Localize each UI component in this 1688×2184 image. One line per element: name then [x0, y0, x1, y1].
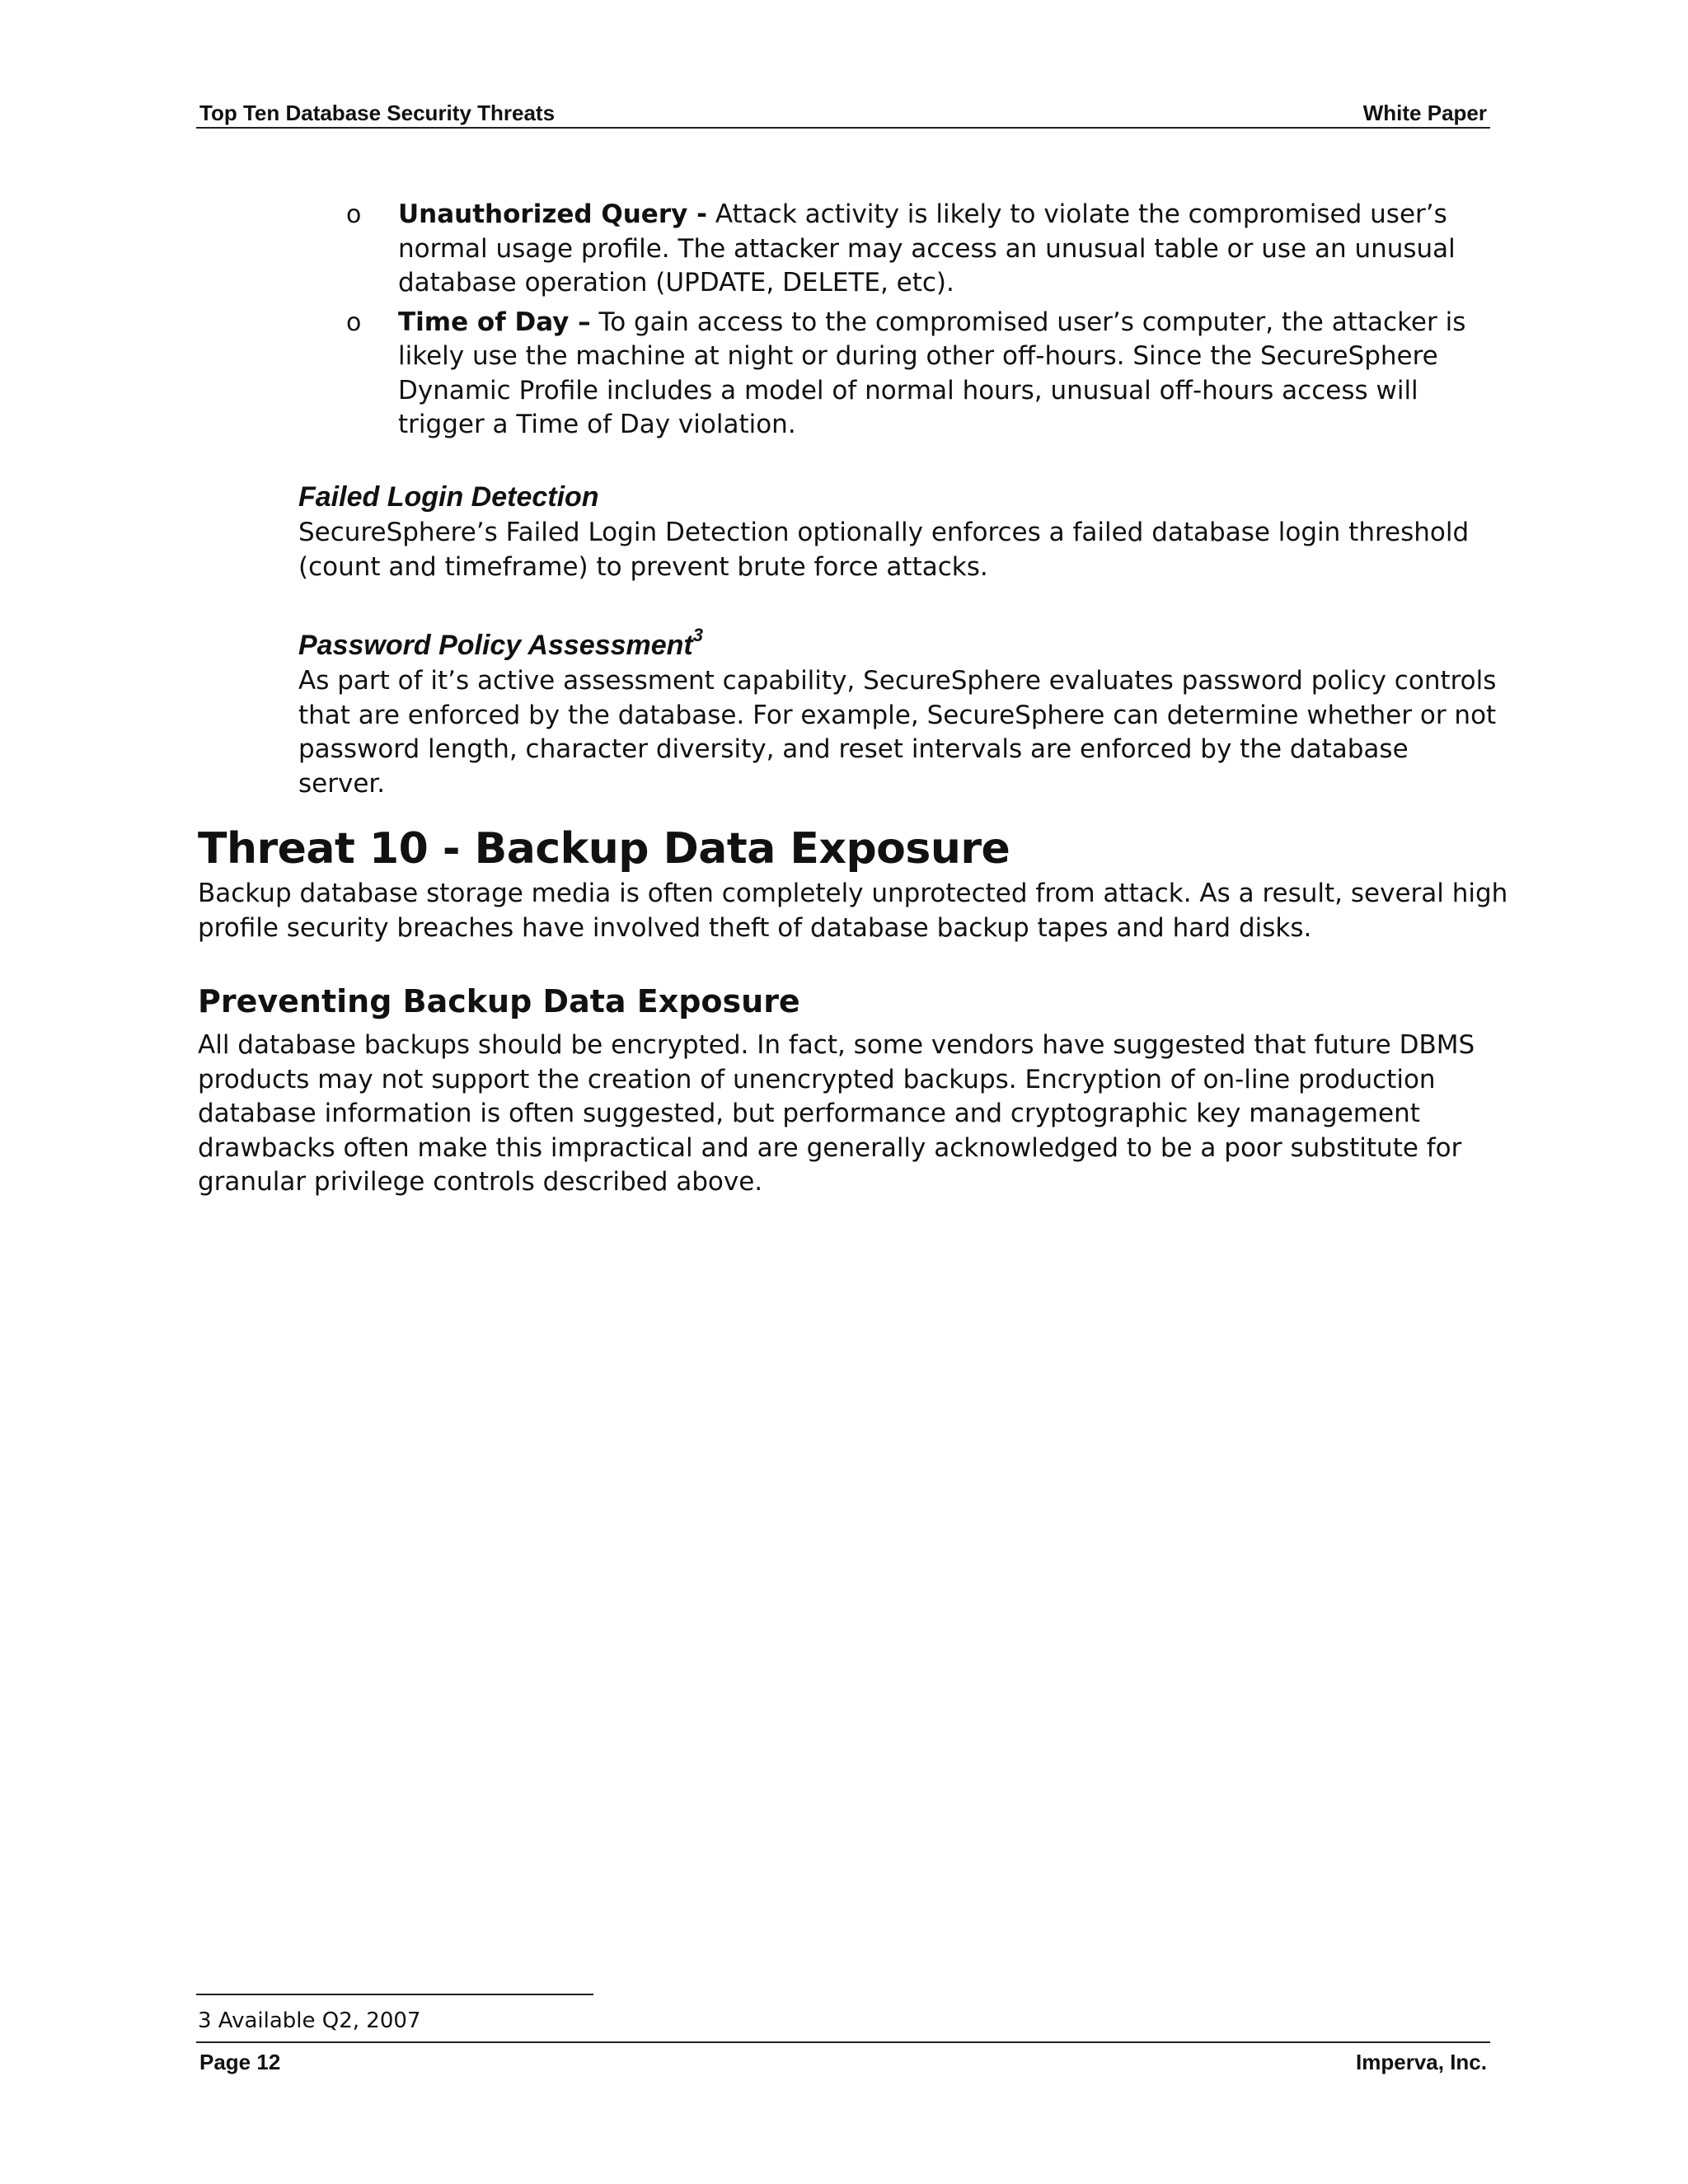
section-body: SecureSphere’s Failed Login Detection optionally enforces a failed database login threshold (count and timeframe) to prevent brute force attacks.	[298, 518, 1470, 582]
list-item	[346, 198, 1500, 301]
bullet-term: Unauthorized Query -	[398, 199, 707, 229]
bullet-term: Time of Day –	[398, 307, 591, 337]
page-number: Page 12	[199, 2050, 281, 2074]
section-heading: Failed Login Detection	[298, 481, 599, 513]
section-heading	[298, 625, 1502, 663]
threat-10-body: Backup database storage media is often completely unprotected from attack. As a result, several high profile security breaches have involved theft of database backup tapes and hard disks.	[198, 879, 1508, 943]
bullet-text: To gain access to the compromised user’s computer, the attacker is likely use the machine at night or during other off-hours. Since the SecureSphere Dynamic Profile includes a model of normal hours, unusual off-hours access will trigger a Time of Day violation.	[398, 307, 1466, 439]
list-item	[346, 306, 1500, 443]
footnote: 3 Available Q2, 2007	[198, 2008, 421, 2033]
running-footer	[196, 2041, 1490, 2076]
header-title: Top Ten Database Security Threats	[199, 101, 556, 125]
heading-text: Password Policy Assessment	[298, 630, 693, 661]
threat-10-title: Threat 10 - Backup Data Exposure	[198, 824, 1010, 874]
section-body: As part of it’s active assessment capability, SecureSphere evaluates password policy controls that are enforced by the database. For example, SecureSphere can determine whether or not password length, character diversity, and reset intervals are enforced by the database server.	[298, 666, 1497, 799]
preventing-body: All database backups should be encrypted. In fact, some vendors have suggested that future DBMS products may not support the creation of unencrypted backups. Encryption of on-line production database information is often suggested, but performance and cryptographic key management drawbacks often make this impractical and are generally acknowledged to be a poor substitute for granular privilege controls described above.	[198, 1030, 1475, 1197]
footnote-divider	[196, 1994, 593, 1995]
password-policy-section	[298, 625, 1502, 801]
header-doc-type: White Paper	[1362, 101, 1487, 125]
footnote-reference[interactable]: 3	[692, 625, 703, 645]
failed-login-section	[298, 480, 1502, 584]
bullet-text: Attack activity is likely to violate the compromised user’s normal usage profile. The attacker may access an unusual table or use an unusual database operation (UPDATE, DELETE, etc).	[398, 199, 1456, 298]
bullet-marker: o	[346, 200, 362, 229]
company-name: Imperva, Inc.	[1356, 2050, 1487, 2074]
preventing-title: Preventing Backup Data Exposure	[198, 983, 800, 1019]
bullet-marker: o	[346, 307, 362, 337]
running-header	[196, 97, 1490, 129]
profile-violation-list	[346, 198, 1500, 448]
